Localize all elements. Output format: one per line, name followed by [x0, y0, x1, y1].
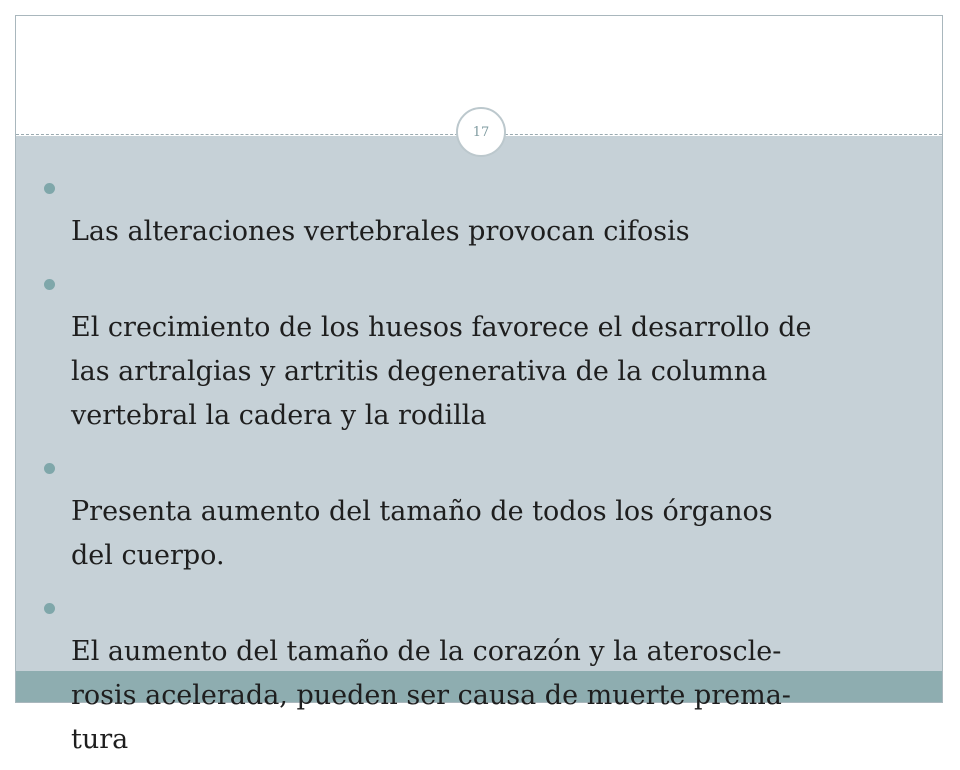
bullet-text: Presenta aumento del tamaño de todos los órganos del cuerpo. — [71, 496, 773, 571]
bullet-item — [44, 262, 904, 438]
bullet-text: Las alteraciones vertebrales provocan cifosis — [71, 216, 690, 247]
bullet-dot-icon — [44, 279, 55, 290]
page-number-badge: 17 — [456, 107, 506, 157]
bullet-dot-icon — [44, 463, 55, 474]
bullet-dot-icon — [44, 183, 55, 194]
bullet-text: El crecimiento de los huesos favorece el desarrollo de las artralgias y artritis degenerativa de la columna vertebral la cadera y la rodilla — [71, 312, 812, 431]
bullet-text: El aumento del tamaño de la corazón y la ateroscle- rosis acelerada, pueden ser causa de muerte prema- tura — [71, 636, 791, 755]
bullet-dot-icon — [44, 603, 55, 614]
bullet-item — [44, 446, 904, 578]
bullet-item — [44, 166, 904, 254]
bullet-list — [44, 166, 904, 770]
bullet-item — [44, 586, 904, 762]
